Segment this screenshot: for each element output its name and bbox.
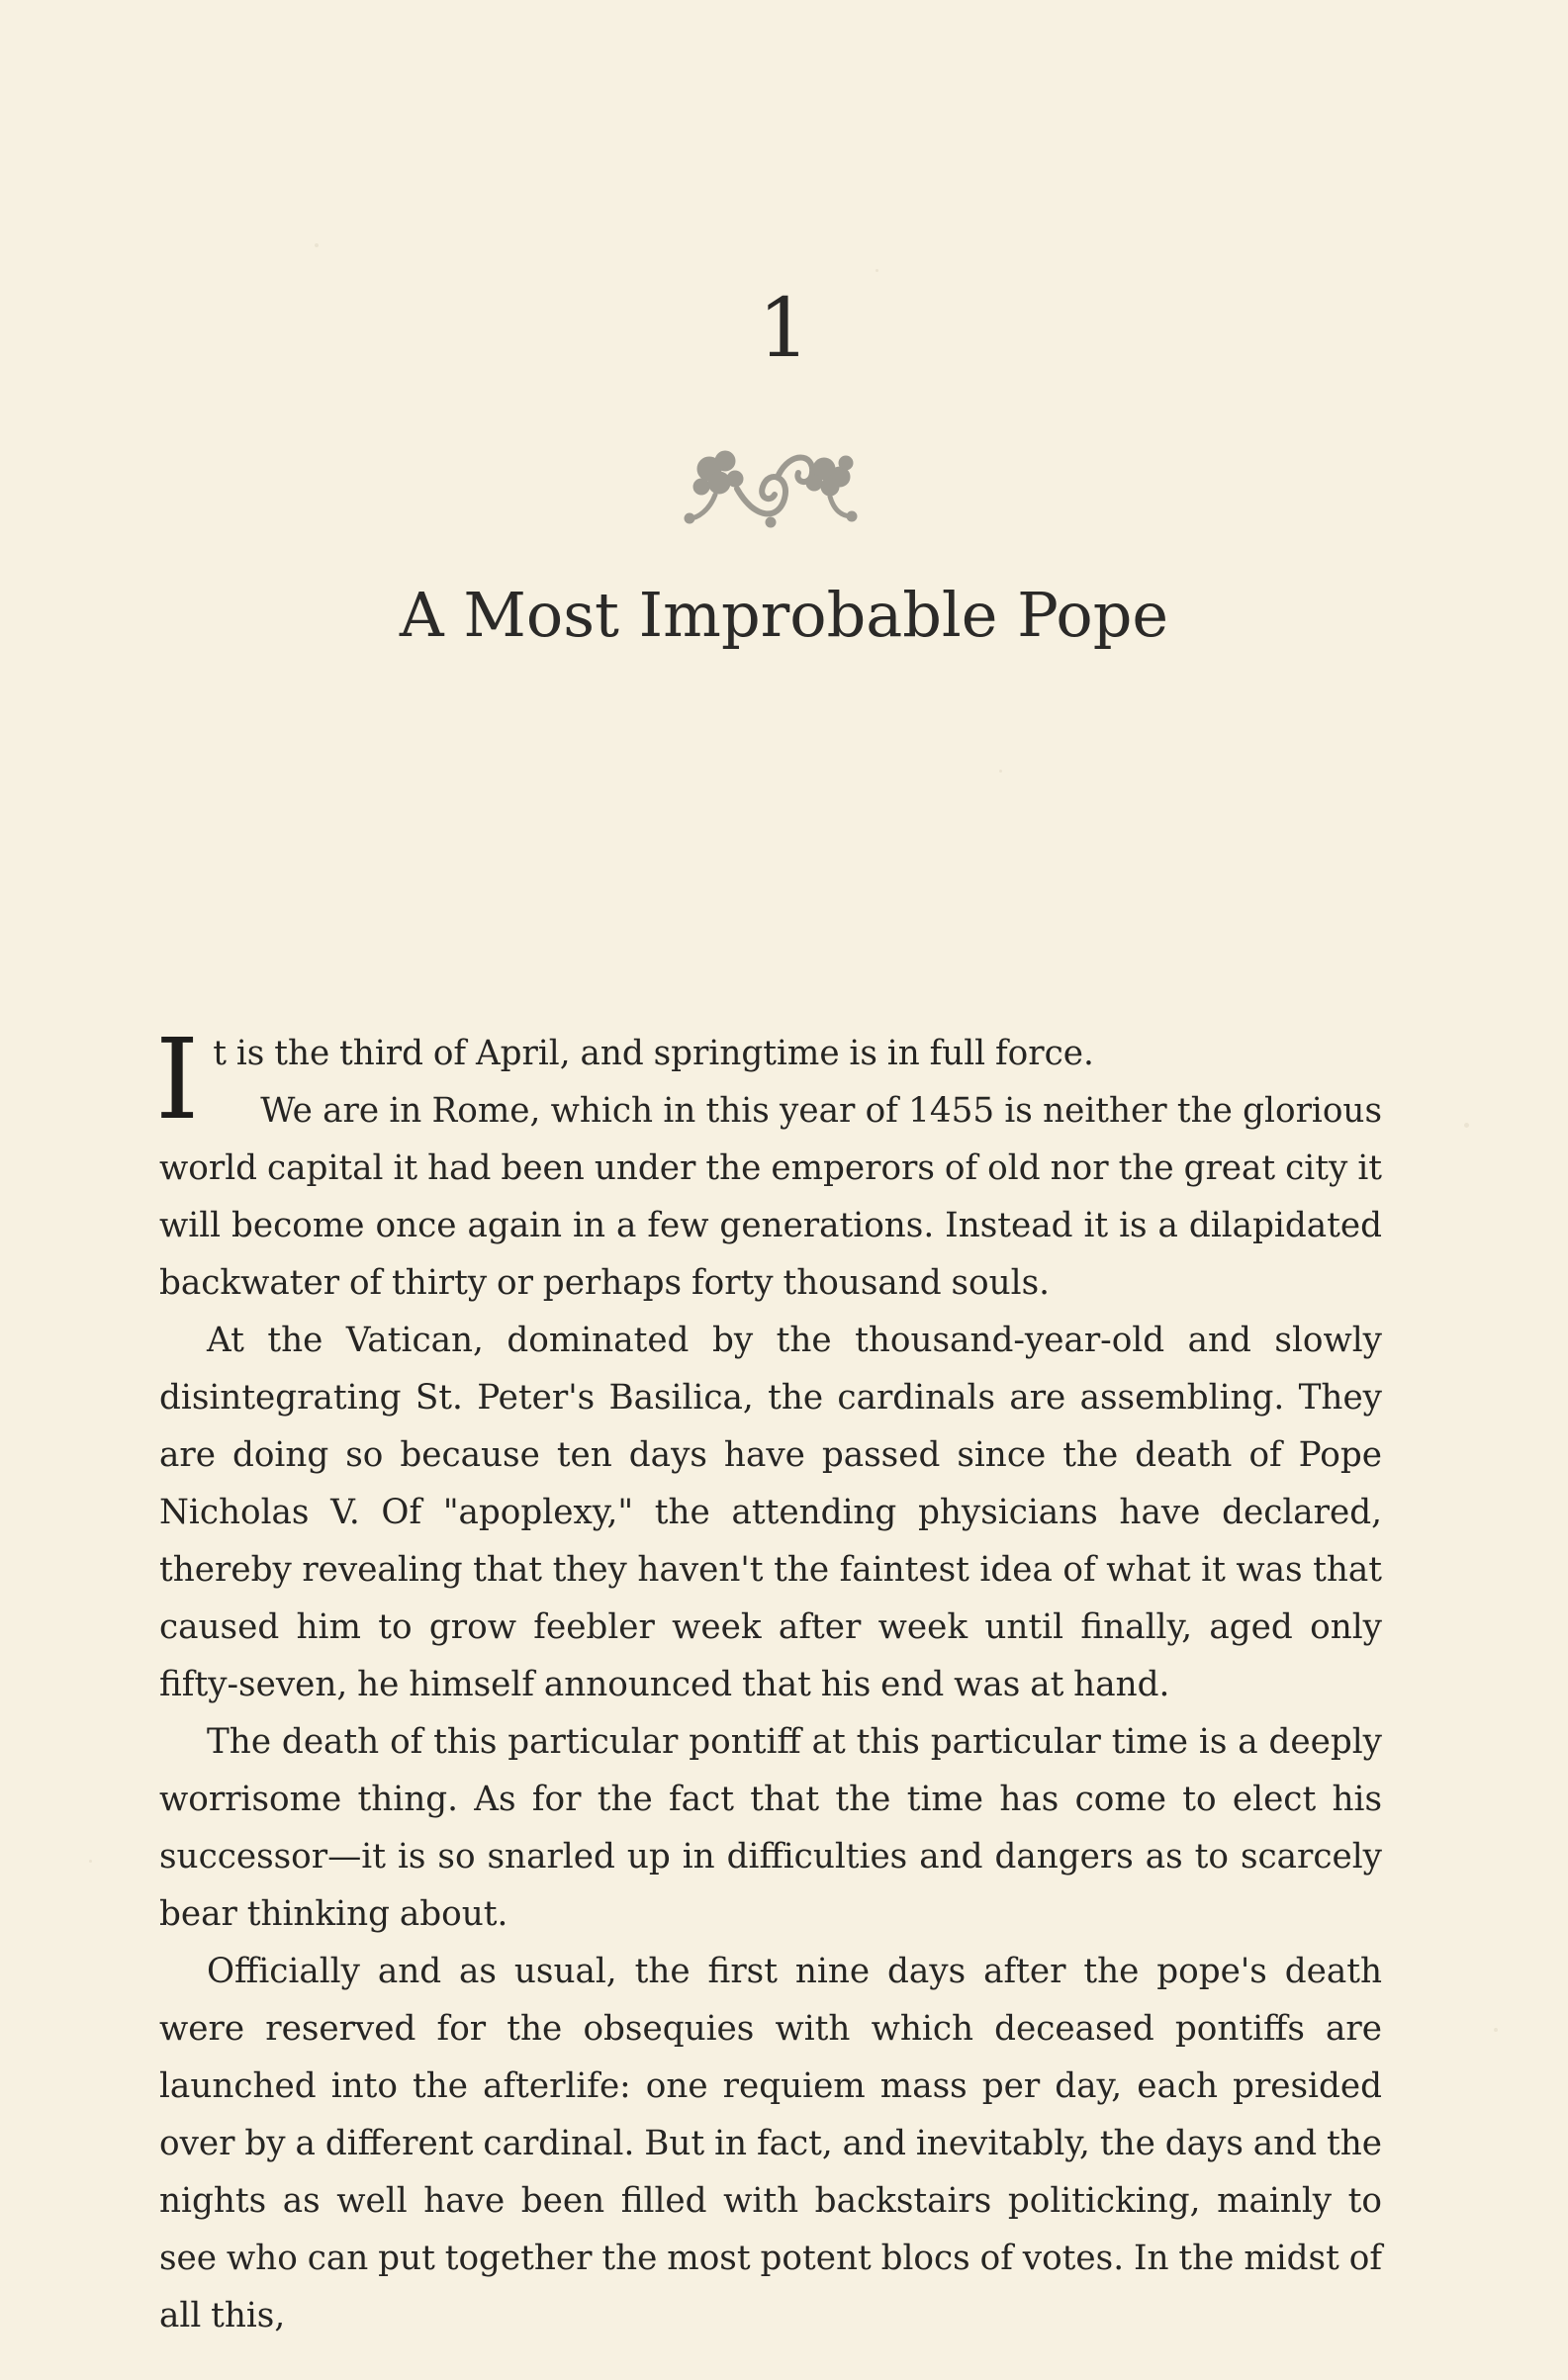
paragraph-text: t is the third of April, and springtime is in full force. bbox=[213, 1034, 1094, 1073]
paper-speck bbox=[876, 269, 878, 272]
paragraph: We are in Rome, which in this year of 1455 is neither the glorious world capital it had been under the emperors of old nor the great city it will become once again in a few generations. Instead it is a dilapidated backwater of thirty or perhaps forty thousand souls. bbox=[159, 1091, 1382, 1303]
paragraph: The death of this particular pontiff at this particular time is a deeply worrisome thing. As for the fact that the time has come to elect his successor—it is so snarled up in difficulties and dangers as to scarcely bear thinking about. bbox=[159, 1722, 1382, 1934]
chapter-number: 1 bbox=[758, 282, 810, 376]
chapter-body bbox=[155, 1016, 1382, 2344]
paper-speck bbox=[1494, 2028, 1498, 2032]
chapter-title: A Most Improbable Pope bbox=[399, 579, 1169, 651]
paper-speck bbox=[89, 1860, 92, 1863]
paragraph: Officially and as usual, the first nine days after the pope's death were reserved for the obsequies with which deceased pontiffs are launched into the afterlife: one requiem mass per day, each presided over by a different cardinal. But in fact, and inevitably, the days and the nights as well have been filled with backstairs politicking, mainly to see who can put together the most potent blocs of votes. In the midst of all this, bbox=[159, 1952, 1382, 2335]
paragraph bbox=[155, 1016, 1382, 1144]
paper-speck bbox=[1464, 1123, 1469, 1128]
floral-ornament-icon bbox=[676, 425, 874, 544]
paragraph: At the Vatican, dominated by the thousand-year-old and slowly disintegrating St. Peter's Basilica, the cardinals are assembling. They are doing so because ten days have passed since the death of Pope Nicholas V. Of "apoplexy," the attending physicians have declared, thereby revealing that they haven't the faintest idea of what it was that caused him to grow feebler week after week until finally, aged only fifty-seven, he himself announced that his end was at hand. bbox=[159, 1321, 1382, 1704]
paper-speck bbox=[315, 243, 319, 247]
paper-speck bbox=[999, 770, 1002, 773]
drop-cap: I bbox=[155, 1016, 200, 1144]
